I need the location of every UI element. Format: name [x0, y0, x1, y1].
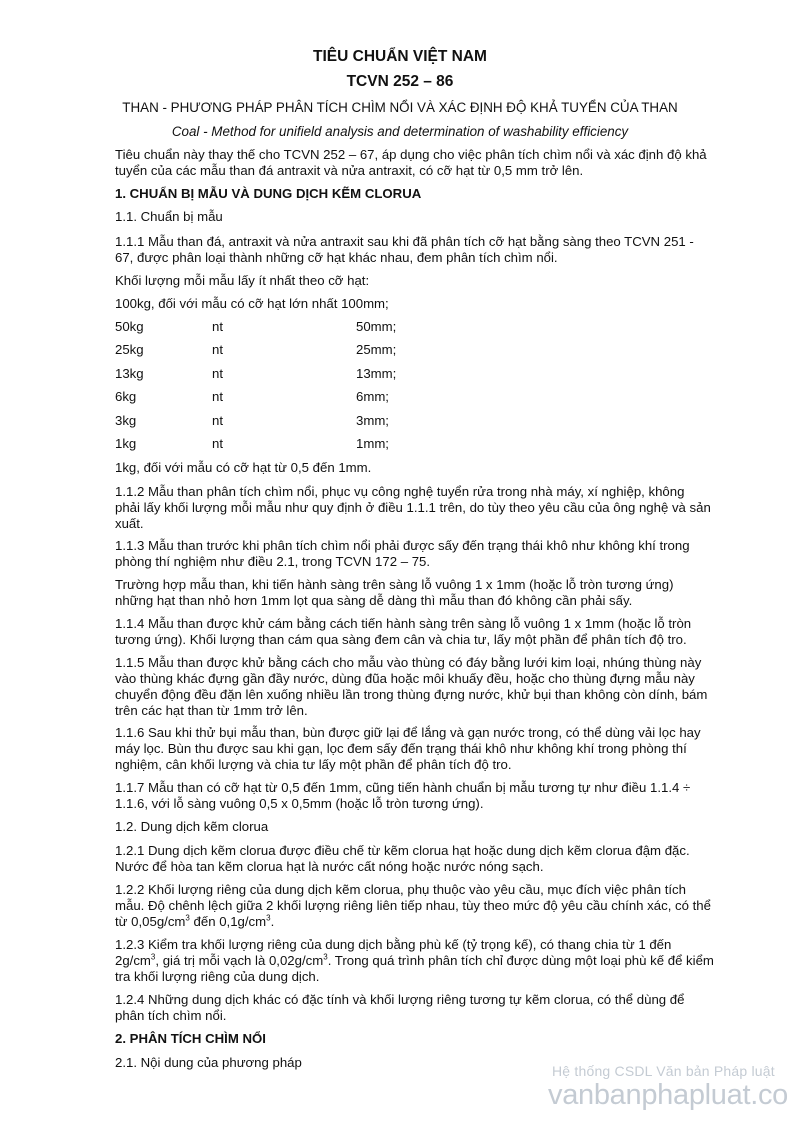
- standard-code: TCVN 252 – 86: [346, 73, 454, 90]
- superscript-3: 3: [150, 952, 156, 962]
- size-value: 25mm;: [356, 342, 397, 357]
- english-title: Coal - Method for unifield analysis and determination of washability efficiency: [171, 124, 629, 139]
- document-subtitle: THAN - PHƯƠNG PHÁP PHÂN TÍCH CHÌM NỔI VÀ XÁC ĐỊNH ĐỘ KHẢ TUYỂN CỦA THAN: [122, 100, 678, 115]
- mass-intro: Khối lượng mỗi mẫu lấy ít nhất theo cỡ hạt:: [115, 273, 370, 288]
- mass-value: 6kg: [115, 389, 137, 404]
- nt-marker: nt: [212, 413, 223, 428]
- paragraph-1-1-3: 1.1.3 Mẫu than trước khi phân tích chìm nổi phải được sấy đến trạng thái khô như không khí trong phòng thí nghiệm như điều 2.1, trong TCVN 172 – 75.: [115, 538, 690, 569]
- paragraph-1-2-2: [115, 882, 715, 930]
- mass-value: 1kg: [115, 436, 137, 451]
- subsection-2-1: 2.1. Nội dung của phương pháp: [115, 1055, 302, 1070]
- subsection-1-2: 1.2. Dung dịch kẽm clorua: [115, 819, 269, 834]
- paragraph-1-1-2: 1.1.2 Mẫu than phân tích chìm nổi, phục vụ công nghệ tuyển rửa trong nhà máy, xí nghiệp, không phải lấy khối lượng mỗi mẫu như quy định ở điều 1.1.1 trên, do tùy theo yêu cầu của ông nghệ và sản xuất.: [115, 484, 711, 531]
- size-value: 6mm;: [356, 389, 389, 404]
- paragraph-1-2-3-text-a: 1.2.3 Kiểm tra khối lượng riêng của dung dịch bằng phù kế (tỷ trọng kế), có thang chia từ 1 đến 2g/cm: [115, 937, 672, 968]
- paragraph-1-2-3-text-c: . Trong quá trình phân tích chỉ được dùng một loại phù kế để kiểm tra khối lượng riêng của dung dịch.: [115, 953, 714, 984]
- mass-value: 25kg: [115, 342, 144, 357]
- section-1-heading: 1. CHUẨN BỊ MẪU VÀ DUNG DỊCH KẼM CLORUA: [115, 186, 422, 201]
- paragraph-1-1-6: 1.1.6 Sau khi thử bụi mẫu than, bùn được giữ lại để lắng và gạn nước trong, có thể dùng vải lọc hay máy lọc. Bùn thu được sau khi gạn, lọc đem sấy đến trạng thái khô như không khí trong phòng thí nghiệm, cân khối lượng và chia tư lấy một phần để phân tích độ tro.: [115, 725, 701, 772]
- nt-marker: nt: [212, 342, 223, 357]
- mass-last-line: 1kg, đối với mẫu có cỡ hạt từ 0,5 đến 1mm.: [115, 460, 372, 475]
- nt-marker: nt: [212, 389, 223, 404]
- superscript-3: 3: [185, 913, 190, 923]
- paragraph-1-2-2-end: .: [270, 914, 275, 929]
- paragraph-1-2-4: 1.2.4 Những dung dịch khác có đặc tính và khối lượng riêng tương tự kẽm clorua, có thể dùng để phân tích chìm nổi.: [115, 992, 685, 1023]
- mass-value: 13kg: [115, 366, 144, 381]
- paragraph-1-2-3-text-b: , giá trị mỗi vạch là 0,02g/cm: [155, 953, 324, 968]
- paragraph-1-2-2-text-a: 1.2.2 Khối lượng riêng của dung dịch kẽm clorua, phụ thuộc vào yêu cầu, mục đích việc phân tích mẫu. Độ chênh lệch giữa 2 khối lượng riêng liên tiếp nhau, tùy theo mức độ yêu cầu chính xác, có thể từ 0,05g/cm: [115, 882, 711, 929]
- subsection-1-1: 1.1. Chuẩn bị mẫu: [115, 209, 223, 224]
- superscript-3: 3: [323, 952, 328, 962]
- intro-paragraph: Tiêu chuẩn này thay thế cho TCVN 252 – 67, áp dụng cho việc phân tích chìm nổi và xác định độ khả tuyển của các mẫu than đá antraxit và nửa antraxit, có cỡ hạt từ 0,5 mm trở lên.: [115, 147, 707, 178]
- paragraph-1-1-7: 1.1.7 Mẫu than có cỡ hạt từ 0,5 đến 1mm, cũng tiến hành chuẩn bị mẫu tương tự như điều 1.1.4 ÷ 1.1.6, với lỗ sàng vuông 0,5 x 0,5mm (hoặc lỗ tròn tương ứng).: [115, 780, 691, 811]
- watermark-site: vanbanphapluat.co: [548, 1079, 788, 1111]
- section-2-heading: 2. PHÂN TÍCH CHÌM NỔI: [115, 1031, 266, 1046]
- nt-marker: nt: [212, 366, 223, 381]
- size-value: 3mm;: [356, 413, 389, 428]
- mass-first-line: 100kg, đối với mẫu có cỡ hạt lớn nhất 100mm;: [115, 296, 389, 311]
- mass-value: 50kg: [115, 319, 144, 334]
- paragraph-1-2-3: [115, 937, 715, 985]
- size-value: 13mm;: [356, 366, 397, 381]
- watermark-caption: Hệ thống CSDL Văn bản Pháp luật: [552, 1063, 775, 1079]
- superscript-3: 3: [266, 913, 271, 923]
- paragraph-1-1-4: 1.1.4 Mẫu than được khử cám bằng cách tiến hành sàng trên sàng lỗ vuông 1 x 1mm (hoặc lỗ tròn tương ứng). Khối lượng than cám qua sàng đem cân và chia tư, lấy một phần để phân tích độ tro.: [115, 616, 692, 647]
- size-value: 1mm;: [356, 436, 389, 451]
- paragraph-1-1-1: 1.1.1 Mẫu than đá, antraxit và nửa antraxit sau khi đã phân tích cỡ hạt bằng sàng theo TCVN 251 - 67, được phân loại thành những cỡ hạt khác nhau, đem phân tích chìm nổi.: [115, 234, 694, 265]
- paragraph-1-2-1: 1.2.1 Dung dịch kẽm clorua được điều chế từ kẽm clorua hạt hoặc dung dịch kẽm clorua đậm đặc. Nước để hòa tan kẽm clorua hạt là nước cất nóng hoặc nước nóng sạch.: [115, 843, 690, 874]
- nt-marker: nt: [212, 319, 223, 334]
- paragraph-1-2-2-text-b: đến 0,1g/cm: [189, 914, 267, 929]
- paragraph-1-1-3-cont: Trường hợp mẫu than, khi tiến hành sàng trên sàng lỗ vuông 1 x 1mm (hoặc lỗ tròn tương ứng) những hạt than nhỏ hơn 1mm lọt qua sàng dễ dàng thì mẫu than đó không cần phải sấy.: [115, 577, 674, 608]
- size-value: 50mm;: [356, 319, 397, 334]
- nt-marker: nt: [212, 436, 223, 451]
- paragraph-1-1-5: 1.1.5 Mẫu than được khử bằng cách cho mẫu vào thùng có đáy bằng lưới kim loại, nhúng thùng này vào thùng khác đựng gần đầy nước, dùng đũa hoặc môi khuấy đều, hoặc cho thùng đựng mẫu này chuyển động đều đặn lên xuống nhiều lần trong thùng đựng nước, khử bụi than không còn dính, bám trên các hạt than từ 1mm trở lên.: [115, 655, 708, 718]
- mass-value: 3kg: [115, 413, 137, 428]
- document-heading: TIÊU CHUẨN VIỆT NAM: [313, 48, 487, 65]
